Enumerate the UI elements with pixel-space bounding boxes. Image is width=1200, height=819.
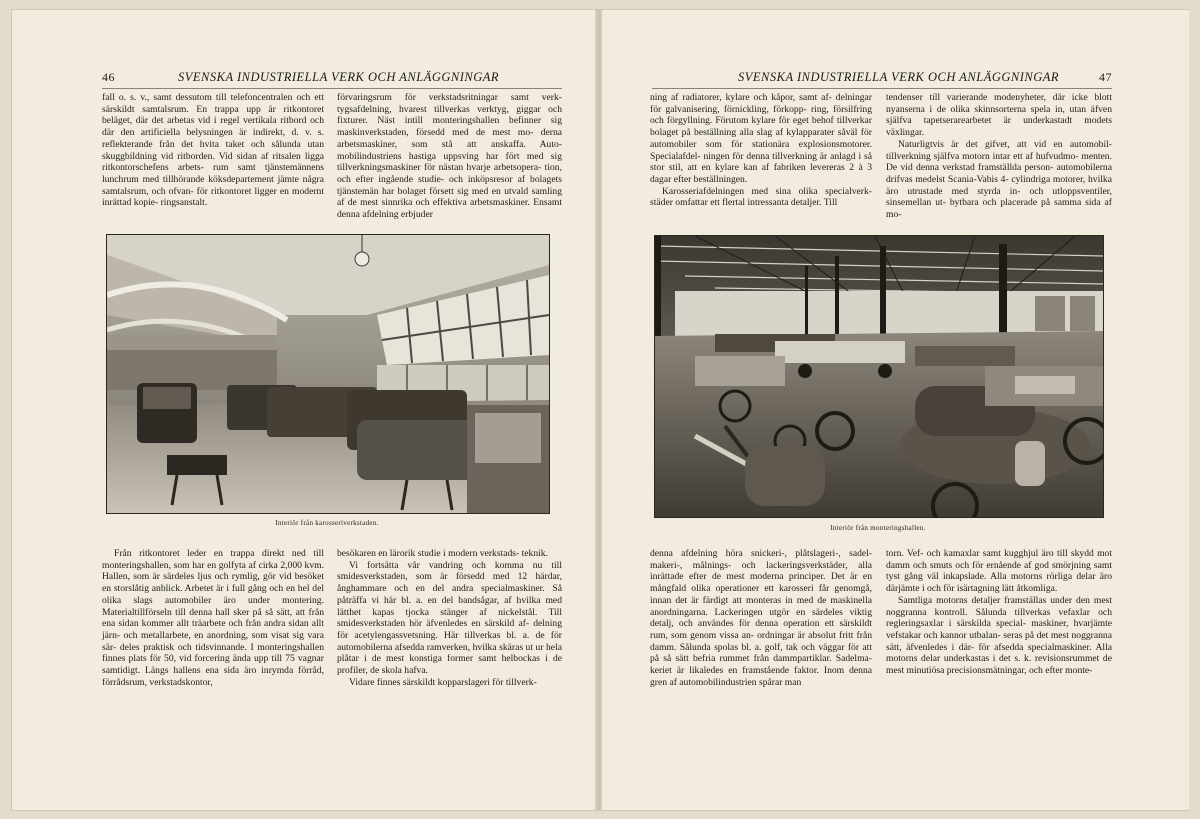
paragraph: denna afdelning höra snickeri-, plåtslageri-, sadel- makeri-, målnings- och lackeringsverkstäder, alla inrättade efter de mest moderna principer. Det är en mångfald olika operationer ett karosseri får genomgå, innan det är färdigt att monteras in med de maskinella anordningarna. Lackeringen utgör en särdeles viktig detalj, och användes för denna operation ett särskildt rum, som genom vissa an- ordningar är absolut fritt från damm. Sålunda spolas bl. a. golf, tak och väggar för att på så sätt befria rummet från dammpartiklar. Sadelma- keriet är likaledes en framstående faktor. Inom denna gren af automobilindustrien spårar man [650,548,872,688]
paragraph: Vi fortsätta vår vandring och komma nu till smidesverkstaden, som är försedd med 12 härdar, ånghammare och en del andra specialmaskiner. Så påträffa vi här bl. a. en del bandsågar, af hvilka med lätthet kapas tjocka stänger af nickelstål. Till smidesverkstaden hör äfvenledes en särskild af- delning för acetylengassvetsning. Här tillverkas bl. a. de för automobilerna afsedda ramverken, hvilka skäras ut ur hela plåtar i de mest konstiga former samt helbockas i de profiler, de skola hafva. [337,559,562,677]
photo-body-shop-interior [106,234,550,514]
right-page-number: 47 [1099,70,1112,84]
left-photo-caption: Interiör från karosseriverkstaden. [275,519,379,527]
left-running-title: SVENSKA INDUSTRIELLA VERK OCH ANLÄGGNINGAR [178,70,500,84]
right-bottom-column-2 [886,548,1112,677]
paragraph: ning af radiatorer, kylare och kåpor, samt af- delningar för galvanisering, förnickling, förkopp- ring, försilfring och förgyllning. Förutom kylare för eget behof tillverkar bolaget på beställning alla slag af kylapparater såväl för automobiler som för stationära explosionsmotorer. Specialafdel- ningen för denna tillverkning är anlagd i så stor stil, att en kylare kan af fabriken levereras 2 à 3 dagar efter beställningen. [650,92,872,185]
paragraph: Naturligtvis är det gifvet, att vid en automobil- tillverkning själfva motorn intar ett af hufvudmo- menten. De vid denna verkstad framställda person- automobilerna drifvas medelst Scania-Vabis 4- cylindriga motorer, hvilka äro utrustade med styrda in- och utloppsventiler, sinsemellan ut- bytbara och placerade på samma sida af mo- [886,138,1112,221]
right-bottom-column-1 [650,548,872,688]
right-running-title: SVENSKA INDUSTRIELLA VERK OCH ANLÄGGNINGAR [738,70,1060,84]
left-page [12,10,598,810]
body-shop-illustration [107,235,549,513]
left-top-column-2 [337,92,562,221]
paragraph: Vidare finnes särskildt kopparslageri för tillverk- [349,676,537,688]
right-top-column-2 [886,92,1112,221]
paragraph: Karosseriafdelningen med sina olika specialverk- städer omfattar ett flertal intressanta detaljer. Till [650,185,872,209]
left-page-number: 46 [102,70,115,84]
photo-assembly-hall [654,235,1104,518]
assembly-hall-illustration [655,236,1103,517]
right-page [601,10,1189,810]
paragraph: besökaren en lärorik studie i modern verkstads- teknik. [337,548,549,559]
left-bottom-column-2 [337,548,562,688]
paragraph: förvaringsrum för verkstadsritningar samt verk- tygsafdelning, hvarest tillverkas verktyg, giggar och fixturer. Näst intill monteringshallen befinner sig maskinverkstaden, försedd med de mest mo- derna arbetsmaskiner, som stå att anskaffa. Auto- mobilindustriens hastiga uppsving har fört med sig tillverkningsmaskiner för nästan hvarje arbetsopera- tion, och efter ingående studie- och inköpsresor af bolagets tjänstemän har bolaget försett sig med en utvald samling af de mest sinnrika och effektiva arbetsmaskiner. Ensamt denna afdelning erbjuder [337,92,562,221]
paragraph: torn. Vef- och kamaxlar samt kugghjul äro till skydd mot damm och smuts och för ernående af god smörjning samt tyst gång väl inkapslade. Alla motorns rörliga delar äro därjämte i och för isärtagning lätt åtkomliga. [886,548,1112,595]
right-running-head [652,68,1112,89]
magazine-spread [12,10,1188,810]
left-running-head [102,68,562,89]
paragraph: Från ritkontoret leder en trappa direkt ned till monteringshallen, som har en golfyta af cirka 2,000 kvm. Hallen, som är särdeles ljus och rymlig, gör vid besöket en storslåtig anblick. Arbetet är i full gång och en hel del olika slags automobiler äro under montering. Materialtillförseln till denna hall sker på så sätt, att från ena sidan kommer allt träarbete och från andra sidan allt järn- och metallarbete, en anordning, som visat sig vara sär- deles praktisk och tidsvinnande. I monteringshallen finnes plats för 50, vid forcering ända upp till 75 vagnar samtidigt. Längs hallens ena sida äro inrymda förråd, förrådsrum, verkstadskontor, [102,548,324,688]
paragraph: Samtliga motorns detaljer framställas under den mest noggranna kontroll. Sålunda tillverkas vefaxlar och regleringsaxlar i särskilda special- maskiner, hvarjämte vefstakar och kannor utbalan- seras på det mest noggranna sätt, äfvenledes i där- för afsedda specialmaskiner. Alla motorns delar underkastas i det s. k. revisionsrummet de mest minutiösa precisionsmätningar, och efter monte- [886,594,1112,677]
right-top-column-1 [650,92,872,209]
paragraph: fall o. s. v., samt dessutom till telefoncentralen och ett särskildt samtalsrum. En trappa upp är ritkontoret beläget, där det arbetas vid i regel vertikala ritbord och där den artificiella belysningen är indirekt, d. v. s. reflekterande från det hvita taket och sålunda utan skuggbildning vid ritborden. Vid sidan af ritsalen ligga ritkontorschefens arbets- rum samt tjänstemännens lunchrum med tillhörande köksdepartement jämte några samtalsrum, och ofvan- för ritkontoret ligger en modernt inrättad kopie- ringsanstalt. [102,92,324,209]
paragraph: tendenser till varierande modenyheter, där icke blott nyanserna i de olika skinnsorterna spela in, utan äfven själfva tapetserarearbetet är underkastadt modets växlingar. [886,92,1112,139]
left-bottom-column-1 [102,548,324,688]
left-top-column-1 [102,92,324,209]
right-photo-caption: Interiör från monteringshallen. [830,524,926,532]
